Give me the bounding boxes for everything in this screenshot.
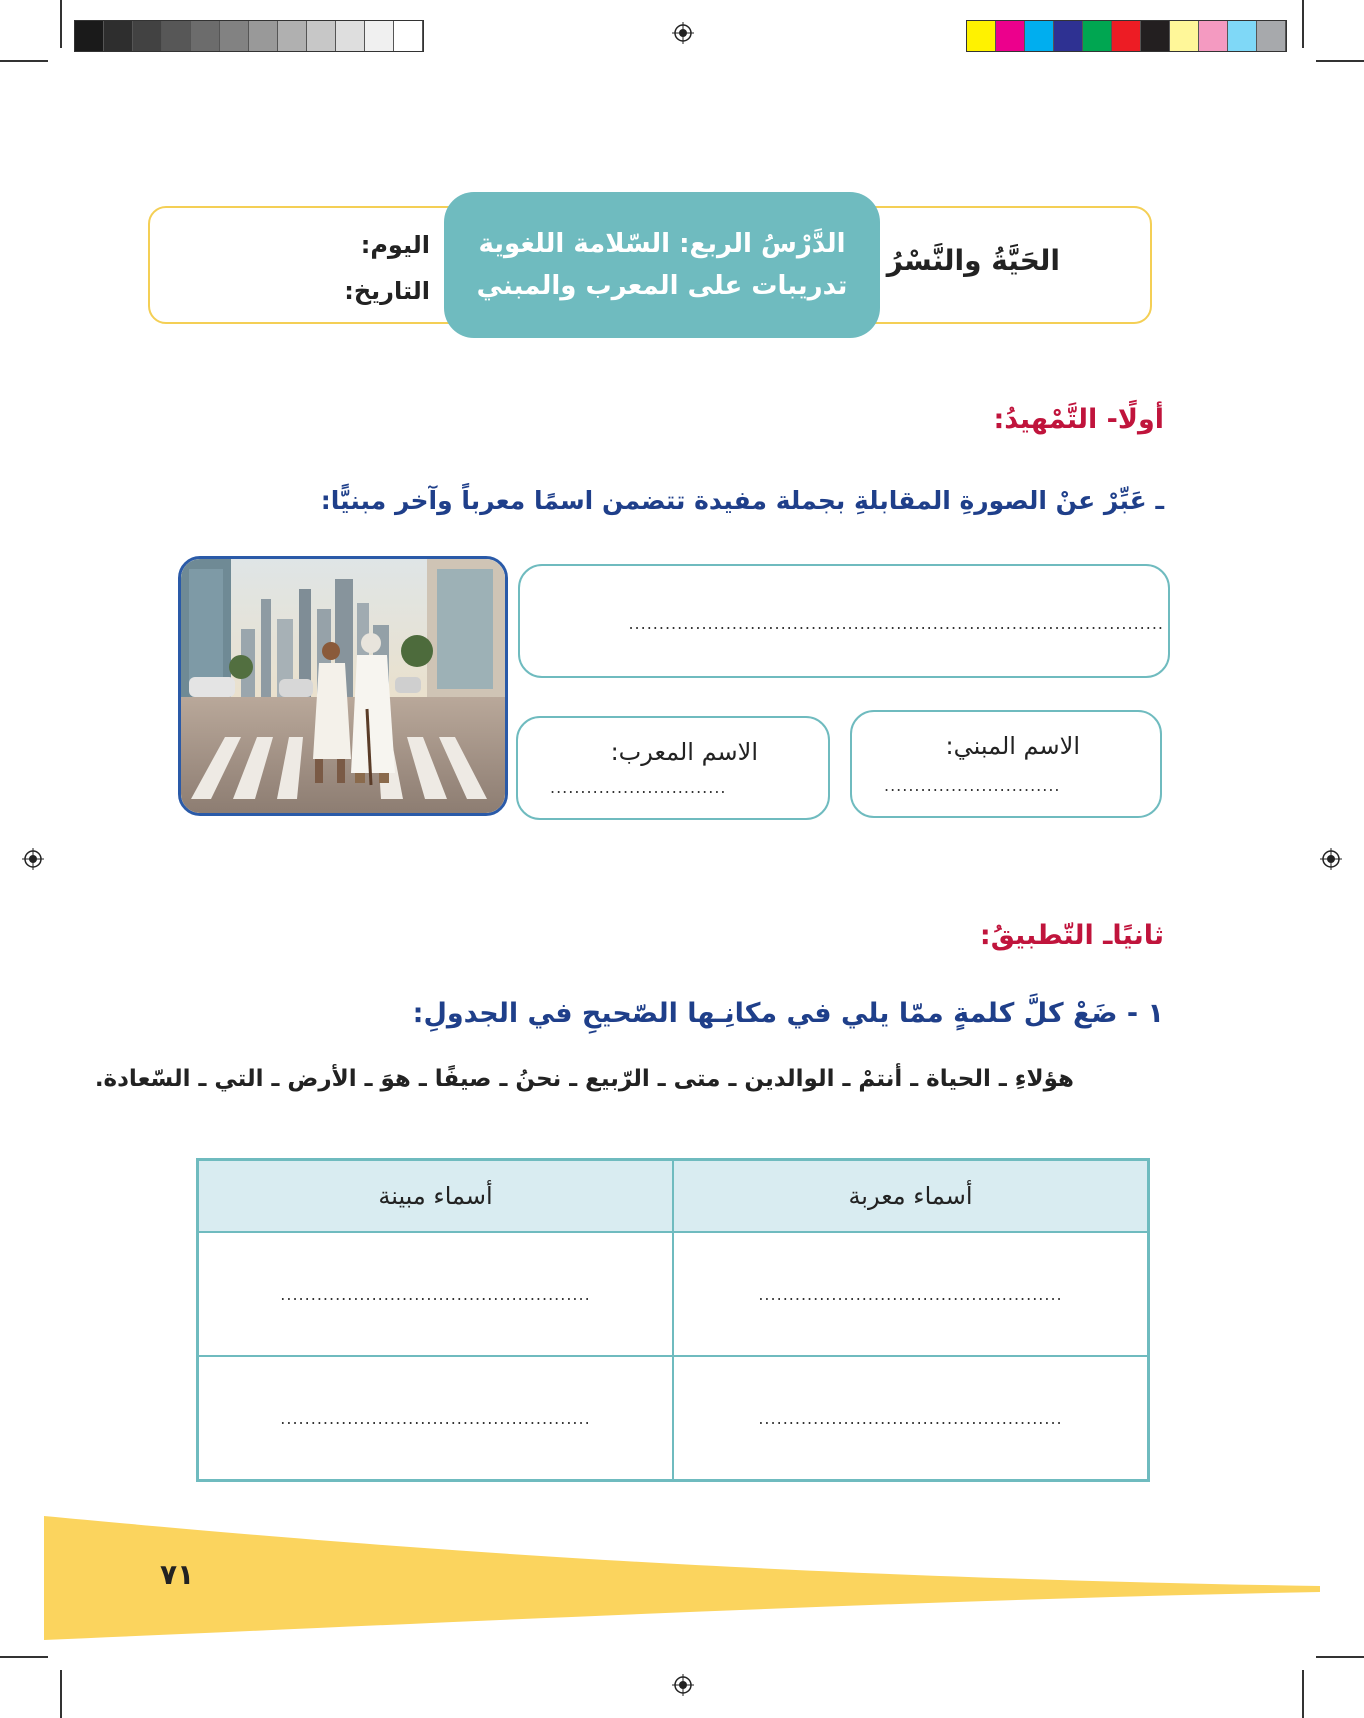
day-date-fields [330, 222, 430, 314]
day-label: اليوم: [360, 231, 430, 259]
table-header-row [198, 1160, 1149, 1233]
street-crossing-illustration [181, 559, 505, 813]
intro-instruction: ـ عَبِّرْ عنْ الصورةِ المقابلةِ بجملة مفيدة تتضمن اسمًا معرباً وآخر مبنيًّا: [320, 486, 1164, 515]
column-header-declined: أسماء معربة [673, 1160, 1149, 1233]
color-swatch [996, 21, 1025, 51]
color-swatch [1112, 21, 1141, 51]
color-swatch [104, 21, 133, 51]
registration-mark-icon [22, 848, 44, 870]
section-intro-title: أولًا- التَّمْهيدُ: [993, 404, 1164, 435]
table-row [198, 1232, 1149, 1356]
crop-mark [0, 1656, 48, 1658]
lesson-title-banner [444, 192, 880, 338]
color-swatch [75, 21, 104, 51]
crop-mark [60, 0, 62, 48]
color-swatch [394, 21, 423, 51]
color-swatch [1025, 21, 1054, 51]
color-swatch [220, 21, 249, 51]
color-swatch [1141, 21, 1170, 51]
built-noun-box[interactable] [850, 710, 1162, 818]
color-swatch [967, 21, 996, 51]
crop-mark [1316, 1656, 1364, 1658]
built-noun-label: الاسم المبني: [945, 732, 1080, 760]
declined-noun-label: الاسم المعرب: [610, 738, 758, 766]
crop-mark [1302, 0, 1304, 48]
table-row [198, 1356, 1149, 1481]
column-header-built: أسماء مبينة [198, 1160, 674, 1233]
color-swatch [1054, 21, 1083, 51]
lesson-subtitle: تدريبات على المعرب والمبني [476, 271, 848, 301]
declined-noun-answer-line: ............................. [550, 778, 727, 797]
table-cell-answer[interactable]: ................................................... [198, 1232, 674, 1356]
gray-color-bar [74, 20, 424, 52]
color-swatch [1199, 21, 1228, 51]
date-label: التاريخ: [344, 277, 430, 305]
page-number: ٧١ [160, 1558, 195, 1591]
word-list: هؤلاءِ ـ الحياة ـ أنتمْ ـ الوالدين ـ متى ـ الرّبيع ـ نحنُ ـ صيفًا ـ هوَ ـ الأرض ـ التي ـ السّعادة. [94, 1066, 1074, 1092]
built-noun-answer-line: ............................. [884, 776, 1061, 795]
exercise-instruction: ١ - ضَعْ كلَّ كلمةٍ ممّا يلي في مكانِـها الصّحيحِ في الجدولِ: [412, 998, 1164, 1029]
color-swatch [336, 21, 365, 51]
crop-mark [0, 60, 48, 62]
table-cell-answer[interactable]: ................................................... [198, 1356, 674, 1481]
classification-table [196, 1158, 1150, 1482]
section-practice-title: ثانيًاـ التّطبيقُ: [979, 920, 1164, 951]
registration-mark-icon [672, 22, 694, 44]
color-swatch [307, 21, 336, 51]
color-swatch [133, 21, 162, 51]
table-cell-answer[interactable]: .................................................. [673, 1356, 1149, 1481]
color-swatch [365, 21, 394, 51]
color-swatch [1228, 21, 1257, 51]
street-crossing-photo [178, 556, 508, 816]
color-swatch [278, 21, 307, 51]
sentence-answer-line: ........................................................................................ [628, 614, 1164, 633]
footer-wave-decoration [0, 1500, 1364, 1640]
lesson-title: الدَّرْسُ الربع: السّلامة اللغوية [478, 229, 846, 259]
registration-mark-icon [1320, 848, 1342, 870]
color-swatch [162, 21, 191, 51]
chapter-title: الحَيَّةُ والنَّسْرُ [886, 244, 1060, 277]
crop-mark [1316, 60, 1364, 62]
declined-noun-box[interactable] [516, 716, 830, 820]
crop-mark [60, 1670, 62, 1718]
color-swatch [1170, 21, 1199, 51]
table-cell-answer[interactable]: .................................................. [673, 1232, 1149, 1356]
registration-mark-icon [672, 1674, 694, 1696]
color-swatch [249, 21, 278, 51]
color-swatch [191, 21, 220, 51]
color-swatch [1257, 21, 1286, 51]
color-swatch [1083, 21, 1112, 51]
cmyk-color-bar [966, 20, 1287, 52]
crop-mark [1302, 1670, 1304, 1718]
sentence-answer-box[interactable] [518, 564, 1170, 678]
